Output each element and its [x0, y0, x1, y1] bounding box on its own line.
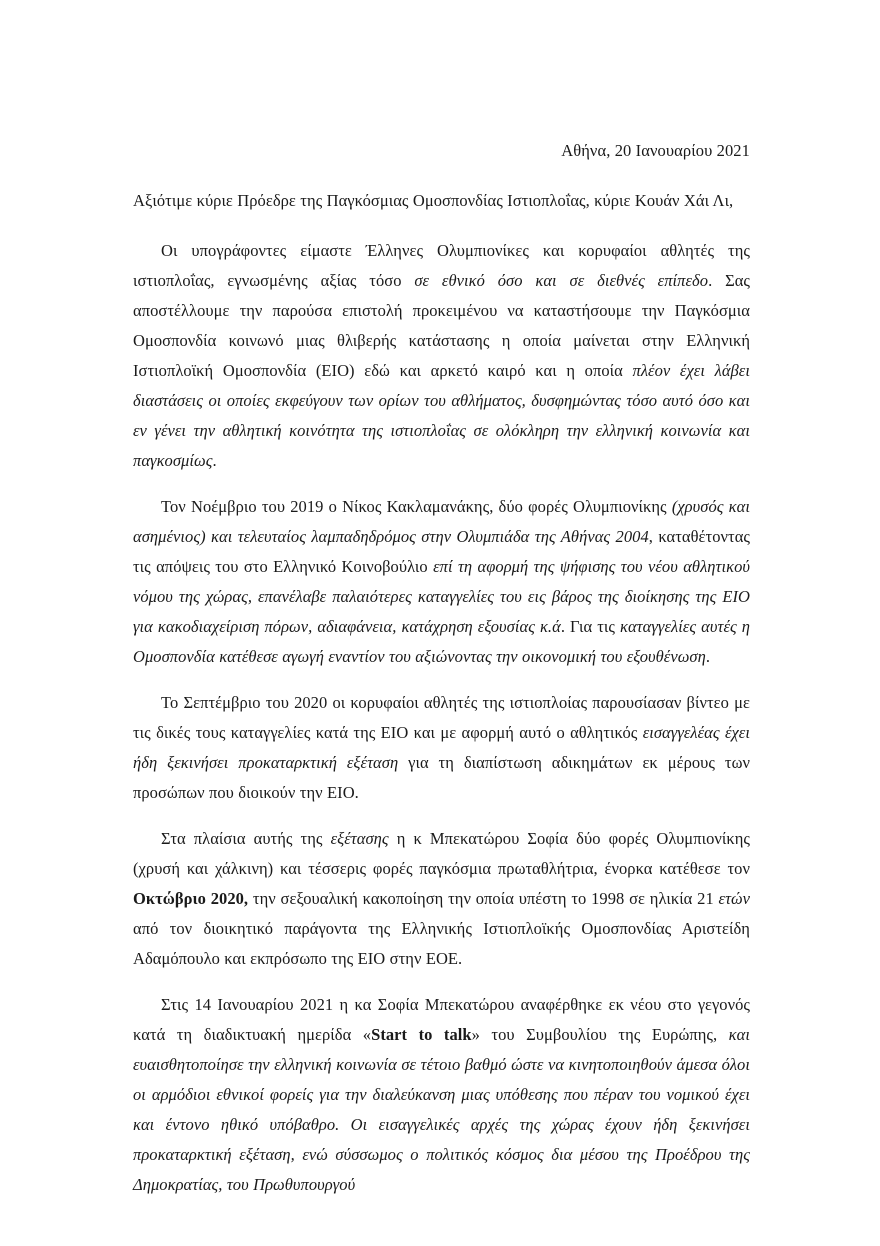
para-4: [133, 824, 750, 974]
para-5: [133, 990, 750, 1200]
para-3-run-1: εισαγγελέας έχει ήδη ξεκινήσει προκαταρκτική εξέταση: [133, 723, 750, 772]
para-2-run-2: , καταθέτοντας τις απόψεις του στο Ελληνικό Κοινοβούλιο: [133, 527, 750, 576]
salutation-paragraph: Αξιότιμε κύριε Πρόεδρε της Παγκόσμιας Ομοσπονδίας Ιστιοπλοΐας, κύριε Κουάν Χάι Λι,: [133, 191, 734, 210]
para-4-run-1: εξέτασης: [330, 829, 389, 848]
date-line: Αθήνα, 20 Ιανουαρίου 2021: [561, 141, 750, 160]
para-4-run-0: Στα πλαίσια αυτής της: [161, 829, 331, 848]
para-3-run-2: για τη διαπίστωση αδικημάτων εκ μέρους των προσώπων που διοικούν την ΕΙΟ.: [133, 753, 751, 802]
para-1-run-1: σε εθνικό όσο και σε διεθνές επίπεδο: [414, 271, 709, 290]
letter-body: [133, 140, 750, 1216]
para-4-run-3: Οκτώβριο 2020,: [133, 889, 249, 908]
para-4-run-2: η κ Μπεκατώρου Σοφία δύο φορές Ολυμπιονίκης (χρυσή και χάλκινη) και τέσσερις φορές παγκόσμια πρωταθλήτρια, ένορκα κατέθεσε τον: [133, 829, 750, 878]
para-4-run-5: ετών: [718, 889, 750, 908]
para-1-run-3: πλέον έχει λάβει διαστάσεις οι οποίες εκφεύγουν των ορίων του αθλήματος, δυσφημώντας τόσο αυτό όσο και εν γένει την αθλητική κοινότητα της ιστιοπλοΐας σε ολόκληρη την ελληνική κοινωνία και παγκοσμίως: [133, 361, 750, 470]
para-2-run-6: .: [705, 647, 711, 666]
paragraph-list: [133, 236, 750, 1200]
para-5-run-1: Start to talk: [371, 1025, 472, 1044]
para-1: [133, 236, 750, 476]
para-5-run-0: Στις 14 Ιανουαρίου 2021 η κα Σοφία Μπεκατώρου αναφέρθηκε εκ νέου στο γεγονός κατά τη διαδικτυακή ημερίδα «: [133, 995, 750, 1044]
para-1-run-2: . Σας αποστέλλουμε την παρούσα επιστολή προκειμένου να καταστήσουμε την Παγκόσμια Ομοσπονδία κοινωνό μιας θλιβερής κατάστασης η οποία μαίνεται στην Ελληνική Ιστιοπλοϊκή Ομοσπονδία (ΕΙΟ) εδώ και αρκετό καιρό και η οποία: [133, 271, 751, 380]
para-1-run-4: .: [212, 451, 217, 470]
para-2-run-0: Τον Νοέμβριο του 2019 ο Νίκος Κακλαμανάκης, δύο φορές Ολυμπιονίκης: [161, 497, 672, 516]
para-2-run-4: . Για τις: [560, 617, 620, 636]
para-1-run-0: Οι υπογράφοντες είμαστε Έλληνες Ολυμπιονίκες και κορυφαίοι αθλητές της ιστιοπλοΐας, εγνωσμένης αξίας τόσο: [133, 241, 750, 290]
para-5-run-3: και ευαισθητοποίησε την ελληνική κοινωνία σε τέτοιο βαθμό ώστε να κινητοποιηθούν άμεσα όλοι οι αρμόδιοι εθνικοί φορείς για την διαλεύκανση μιας υπόθεσης που πέραν του νομικού έχει και έντονο ηθικό υπόβαθρο. Οι εισαγγελικές αρχές της χώρας έχουν ήδη ξεκινήσει προκαταρκτική εξέταση, ενώ σύσσωμος ο πολιτικός κόσμος δια μέσου της Προέδρου της Δημοκρατίας, του Πρωθυπουργού: [133, 1025, 750, 1194]
para-5-run-2: » του Συμβουλίου της Ευρώπης,: [471, 1025, 729, 1044]
para-3: [133, 688, 750, 808]
para-3-run-0: Το Σεπτέμβριο του 2020 οι κορυφαίοι αθλητές της ιστιοπλοίας παρουσίασαν βίντεο με τις δικές τους καταγγελίες κατά της ΕΙΟ και με αφορμή αυτό ο αθλητικός: [133, 693, 750, 742]
para-4-run-6: από τον διοικητικό παράγοντα της Ελληνικής Ιστιοπλοϊκής Ομοσπονδίας Αριστείδη Αδαμόπουλο και εκπρόσωπο της ΕΙΟ στην ΕΟΕ.: [133, 919, 750, 968]
para-2-run-1: (χρυσός και ασημένιος) και τελευταίος λαμπαδηδρόμος στην Ολυμπιάδα της Αθήνας 2004: [133, 497, 750, 546]
para-4-run-4: την σεξουαλική κακοποίηση την οποία υπέστη το 1998 σε ηλικία 21: [248, 889, 719, 908]
para-2-run-3: επί τη αφορμή της ψήφισης του νέου αθλητικού νόμου της χώρας, επανέλαβε παλαιότερες καταγγελίες του εις βάρος της διοίκησης της ΕΙΟ για κακοδιαχείριση πόρων, αδιαφάνεια, κατάχρηση εξουσίας κ.ά: [133, 557, 750, 636]
para-2-run-5: καταγγελίες αυτές η Ομοσπονδία κατέθεσε αγωγή εναντίον του αξιώνοντας την οικονομική του εξουθένωση: [133, 617, 750, 666]
para-2: [133, 492, 750, 672]
